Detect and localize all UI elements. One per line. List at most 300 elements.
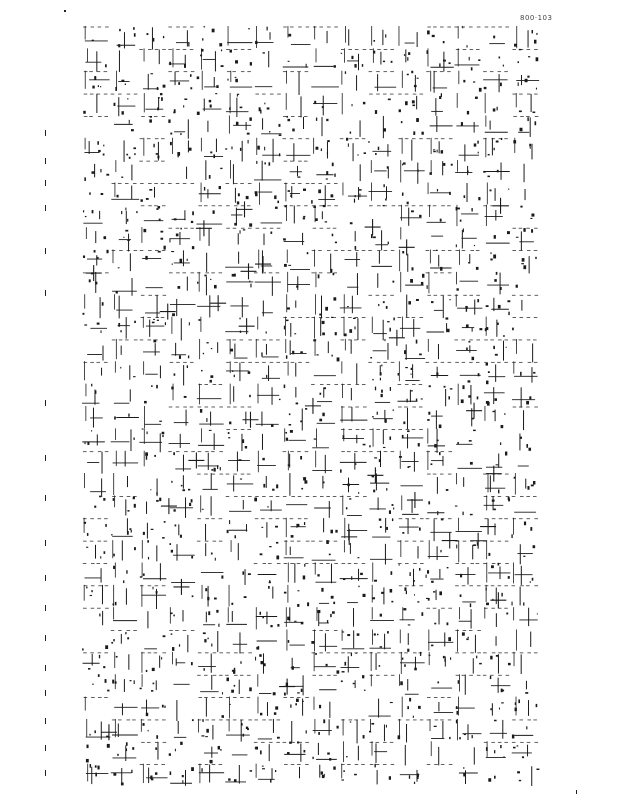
- glyph-fragment: [129, 120, 130, 124]
- glyph-fragment: [507, 231, 510, 234]
- glyph-fragment: [456, 711, 458, 715]
- glyph-fragment: [134, 680, 135, 684]
- glyph-fragment: [98, 674, 100, 677]
- glyph-fragment: [535, 121, 537, 125]
- glyph-fragment: [213, 210, 215, 213]
- glyph-fragment: [406, 399, 407, 403]
- glyph-fragment: [155, 772, 157, 775]
- glyph-fragment: [431, 645, 433, 647]
- glyph-fragment: [235, 535, 236, 538]
- glyph-fragment: [326, 540, 329, 544]
- glyph-fragment: [152, 322, 155, 324]
- glyph-fragment: [467, 111, 469, 115]
- glyph-fragment: [520, 437, 523, 439]
- glyph-fragment: [210, 151, 212, 153]
- glyph-fragment: [225, 148, 227, 149]
- glyph-fragment: [294, 621, 296, 622]
- glyph-fragment: [411, 267, 413, 270]
- glyph-fragment: [311, 200, 313, 204]
- glyph-fragment: [506, 347, 507, 348]
- glyph-fragment: [126, 570, 127, 573]
- glyph-fragment: [518, 61, 519, 63]
- glyph-fragment: [112, 603, 114, 605]
- glyph-fragment: [443, 41, 445, 43]
- glyph-fragment: [419, 568, 420, 571]
- glyph-fragment: [290, 195, 291, 197]
- glyph-fragment: [173, 615, 174, 617]
- glyph-fragment: [493, 346, 495, 349]
- glyph-fragment: [248, 573, 251, 575]
- margin-mark: [45, 770, 46, 776]
- glyph-fragment: [473, 81, 475, 82]
- glyph-fragment: [400, 681, 403, 685]
- glyph-fragment: [214, 598, 217, 600]
- glyph-fragment: [260, 713, 262, 716]
- glyph-fragment: [82, 313, 84, 315]
- glyph-fragment: [462, 632, 465, 635]
- glyph-fragment: [90, 764, 91, 768]
- glyph-fragment: [184, 396, 187, 398]
- glyph-fragment: [387, 166, 388, 169]
- glyph-fragment: [84, 324, 87, 325]
- glyph-fragment: [353, 318, 356, 319]
- glyph-fragment: [99, 655, 100, 658]
- glyph-fragment: [234, 779, 237, 782]
- glyph-fragment: [114, 103, 116, 106]
- glyph-fragment: [373, 490, 375, 493]
- glyph-fragment: [488, 553, 490, 556]
- glyph-fragment: [237, 95, 238, 97]
- glyph-fragment: [385, 419, 387, 423]
- glyph-fragment: [478, 59, 480, 61]
- glyph-fragment: [290, 704, 291, 707]
- glyph-fragment: [270, 625, 272, 627]
- glyph-fragment: [447, 567, 449, 568]
- glyph-fragment: [354, 326, 355, 329]
- glyph-fragment: [369, 445, 370, 447]
- margin-mark: [45, 690, 46, 696]
- glyph-fragment: [318, 189, 321, 193]
- glyph-fragment: [474, 245, 475, 246]
- glyph-fragment: [296, 524, 297, 528]
- glyph-fragment: [536, 769, 539, 770]
- glyph-fragment: [464, 195, 466, 198]
- glyph-fragment: [375, 153, 377, 155]
- glyph-fragment: [117, 754, 118, 756]
- glyph-fragment: [263, 484, 265, 488]
- glyph-fragment: [468, 637, 469, 638]
- glyph-fragment: [269, 546, 271, 547]
- glyph-fragment: [234, 685, 236, 687]
- glyph-fragment: [156, 735, 158, 739]
- glyph-fragment: [456, 706, 458, 709]
- glyph-fragment: [98, 85, 99, 87]
- glyph-fragment: [250, 62, 252, 65]
- glyph-fragment: [381, 394, 383, 397]
- glyph-fragment: [437, 681, 439, 683]
- glyph-fragment: [85, 216, 87, 217]
- glyph-fragment: [330, 269, 332, 273]
- glyph-fragment: [492, 499, 495, 501]
- glyph-fragment: [83, 111, 85, 114]
- glyph-fragment: [508, 663, 511, 665]
- glyph-fragment: [161, 97, 163, 101]
- glyph-fragment: [163, 36, 164, 38]
- glyph-fragment: [469, 440, 472, 442]
- glyph-fragment: [419, 528, 421, 531]
- glyph-fragment: [232, 370, 233, 372]
- glyph-fragment: [478, 152, 479, 154]
- glyph-fragment: [197, 282, 198, 284]
- glyph-fragment: [391, 61, 393, 63]
- glyph-fragment: [288, 265, 291, 266]
- glyph-fragment: [408, 624, 411, 625]
- glyph-fragment: [190, 74, 192, 77]
- glyph-fragment: [393, 318, 394, 321]
- glyph-fragment: [242, 439, 244, 443]
- glyph-fragment: [331, 596, 334, 599]
- glyph-fragment: [407, 649, 409, 652]
- glyph-fragment: [409, 698, 411, 702]
- glyph-fragment: [321, 771, 323, 774]
- margin-mark: [45, 665, 46, 671]
- glyph-fragment: [444, 659, 445, 662]
- glyph-fragment: [204, 26, 205, 27]
- glyph-fragment: [156, 385, 158, 388]
- glyph-fragment: [399, 456, 402, 458]
- glyph-fragment: [180, 259, 183, 263]
- glyph-fragment: [350, 132, 351, 134]
- glyph-fragment: [433, 151, 436, 152]
- glyph-fragment: [111, 534, 112, 535]
- glyph-fragment: [368, 141, 369, 143]
- glyph-fragment: [463, 773, 465, 776]
- glyph-fragment: [90, 595, 92, 596]
- glyph-fragment: [420, 652, 421, 656]
- glyph-fragment: [347, 634, 350, 636]
- glyph-fragment: [500, 287, 502, 290]
- glyph-fragment: [536, 33, 537, 35]
- glyph-fragment: [140, 688, 142, 690]
- glyph-fragment: [380, 372, 382, 375]
- glyph-fragment: [354, 774, 357, 775]
- glyph-fragment: [156, 153, 159, 155]
- glyph-fragment: [479, 663, 482, 664]
- glyph-fragment: [387, 321, 389, 322]
- glyph-fragment: [317, 574, 319, 576]
- glyph-fragment: [246, 196, 249, 199]
- glyph-fragment: [227, 79, 228, 81]
- glyph-fragment: [414, 594, 415, 595]
- glyph-fragment: [118, 323, 120, 327]
- glyph-fragment: [146, 713, 148, 716]
- glyph-fragment: [388, 242, 389, 244]
- glyph-fragment: [121, 211, 122, 214]
- glyph-fragment: [526, 401, 529, 405]
- glyph-fragment: [123, 237, 124, 238]
- glyph-fragment: [233, 670, 235, 674]
- glyph-fragment: [531, 214, 534, 217]
- glyph-fragment: [149, 189, 152, 191]
- glyph-fragment: [287, 752, 290, 754]
- glyph-fragment: [248, 140, 249, 144]
- glyph-fragment: [325, 307, 328, 311]
- glyph-fragment: [332, 611, 335, 613]
- glyph-fragment: [95, 765, 97, 767]
- glyph-fragment: [525, 79, 528, 82]
- glyph-fragment: [171, 251, 174, 252]
- glyph-fragment: [285, 432, 287, 434]
- glyph-fragment: [436, 250, 438, 251]
- glyph-fragment: [520, 206, 522, 208]
- glyph-fragment: [532, 578, 534, 581]
- glyph-fragment: [234, 375, 235, 377]
- glyph-fragment: [148, 557, 149, 560]
- glyph-fragment: [475, 97, 478, 99]
- glyph-fragment: [417, 169, 418, 172]
- glyph-fragment: [402, 251, 404, 253]
- glyph-fragment: [143, 573, 145, 575]
- glyph-fragment: [91, 384, 92, 387]
- glyph-fragment: [389, 776, 391, 780]
- glyph-fragment: [258, 646, 259, 650]
- glyph-fragment: [170, 771, 172, 775]
- glyph-fragment: [533, 545, 536, 548]
- glyph-fragment: [105, 64, 107, 67]
- glyph-fragment: [100, 556, 101, 558]
- glyph-fragment: [263, 52, 265, 53]
- glyph-fragment: [159, 421, 162, 422]
- glyph-fragment: [511, 602, 512, 606]
- glyph-fragment: [350, 222, 353, 224]
- glyph-fragment: [407, 202, 409, 205]
- glyph-fragment: [179, 355, 181, 359]
- glyph-fragment: [117, 195, 119, 198]
- glyph-fragment: [537, 613, 538, 614]
- glyph-fragment: [497, 323, 499, 325]
- glyph-fragment: [333, 297, 336, 300]
- glyph-fragment: [189, 322, 190, 325]
- glyph-fragment: [520, 372, 522, 376]
- glyph-fragment: [305, 408, 307, 410]
- glyph-fragment: [463, 80, 465, 83]
- glyph-fragment: [171, 387, 173, 390]
- glyph-fragment: [383, 128, 386, 131]
- glyph-fragment: [410, 279, 413, 283]
- glyph-fragment: [215, 93, 217, 94]
- glyph-fragment: [446, 317, 449, 319]
- glyph-fragment: [118, 267, 120, 268]
- glyph-fragment: [234, 223, 237, 226]
- glyph-fragment: [157, 107, 158, 110]
- glyph-fragment: [268, 586, 270, 589]
- glyph-fragment: [292, 351, 294, 354]
- glyph-fragment: [330, 530, 333, 534]
- glyph-fragment: [473, 430, 476, 431]
- margin-mark: [45, 495, 46, 501]
- glyph-fragment: [472, 735, 473, 738]
- glyph-fragment: [434, 726, 437, 727]
- glyph-fragment: [103, 154, 105, 156]
- glyph-fragment: [171, 550, 173, 553]
- glyph-fragment: [329, 758, 331, 761]
- glyph-fragment: [270, 779, 271, 782]
- glyph-fragment: [204, 639, 206, 642]
- glyph-fragment: [428, 412, 430, 415]
- glyph-fragment: [316, 118, 317, 121]
- glyph-fragment: [508, 189, 509, 190]
- glyph-fragment: [307, 252, 309, 254]
- glyph-fragment: [390, 387, 391, 391]
- glyph-fragment: [156, 208, 158, 210]
- glyph-fragment: [486, 747, 488, 751]
- glyph-fragment: [322, 775, 325, 778]
- glyph-fragment: [377, 634, 378, 635]
- glyph-fragment: [440, 219, 442, 222]
- glyph-fragment: [231, 690, 234, 693]
- glyph-fragment: [363, 444, 366, 446]
- glyph-fragment: [262, 458, 264, 460]
- glyph-fragment: [405, 367, 408, 368]
- glyph-fragment: [447, 329, 448, 332]
- glyph-fragment: [291, 535, 294, 538]
- glyph-fragment: [160, 231, 163, 233]
- glyph-fragment: [456, 244, 457, 247]
- glyph-fragment: [176, 233, 179, 236]
- glyph-fragment: [192, 246, 194, 249]
- glyph-fragment: [104, 551, 106, 554]
- glyph-fragment: [268, 506, 269, 508]
- glyph-fragment: [333, 766, 335, 769]
- glyph-fragment: [297, 692, 300, 693]
- glyph-fragment: [392, 504, 394, 506]
- glyph-fragment: [283, 238, 286, 240]
- glyph-fragment: [362, 675, 364, 678]
- glyph-fragment: [477, 299, 479, 302]
- glyph-fragment: [523, 228, 525, 232]
- glyph-fragment: [379, 665, 380, 667]
- glyph-fragment: [422, 274, 424, 278]
- glyph-fragment: [402, 164, 403, 166]
- glyph-fragment: [427, 285, 428, 289]
- glyph-fragment: [157, 87, 159, 90]
- glyph-fragment: [314, 438, 317, 439]
- glyph-fragment: [380, 614, 382, 617]
- glyph-fragment: [455, 506, 458, 507]
- glyph-fragment: [337, 357, 340, 361]
- glyph-fragment: [100, 86, 101, 87]
- glyph-fragment: [427, 570, 429, 573]
- glyph-fragment: [147, 431, 148, 434]
- glyph-fragment: [386, 488, 387, 491]
- glyph-fragment: [84, 177, 86, 181]
- glyph-fragment: [250, 770, 252, 772]
- glyph-fragment: [143, 532, 145, 535]
- glyph-fragment: [188, 43, 189, 46]
- glyph-fragment: [398, 735, 401, 739]
- glyph-fragment: [169, 62, 171, 65]
- glyph-fragment: [519, 110, 522, 112]
- glyph-fragment: [260, 661, 263, 664]
- glyph-fragment: [256, 161, 257, 164]
- glyph-fragment: [495, 354, 498, 356]
- glyph-fragment: [220, 467, 221, 470]
- glyph-fragment: [472, 357, 475, 360]
- glyph-fragment: [222, 692, 223, 694]
- glyph-fragment: [451, 164, 453, 166]
- glyph-fragment: [327, 752, 330, 754]
- glyph-fragment: [126, 748, 127, 751]
- glyph-fragment: [522, 756, 524, 758]
- glyph-fragment: [257, 146, 259, 150]
- glyph-fragment: [261, 527, 263, 528]
- glyph-fragment: [378, 304, 379, 306]
- glyph-fragment: [218, 746, 220, 750]
- glyph-fragment: [322, 413, 324, 417]
- glyph-fragment: [383, 447, 385, 448]
- glyph-fragment: [318, 732, 320, 735]
- glyph-fragment: [263, 663, 265, 666]
- glyph-fragment: [158, 97, 160, 98]
- glyph-fragment: [89, 734, 90, 736]
- glyph-fragment: [243, 229, 245, 230]
- glyph-fragment: [512, 328, 514, 331]
- glyph-fragment: [386, 725, 387, 728]
- glyph-fragment: [379, 459, 381, 462]
- glyph-fragment: [448, 396, 450, 399]
- glyph-fragment: [177, 286, 180, 289]
- glyph-fragment: [235, 77, 237, 78]
- glyph-fragment: [427, 419, 429, 421]
- glyph-fragment: [421, 398, 423, 399]
- glyph-fragment: [169, 239, 170, 243]
- glyph-fragment: [496, 141, 499, 143]
- glyph-fragment: [277, 624, 279, 627]
- glyph-fragment: [255, 191, 258, 194]
- glyph-fragment: [499, 708, 500, 710]
- glyph-fragment: [287, 617, 290, 621]
- glyph-fragment: [163, 246, 165, 250]
- glyph-fragment: [530, 527, 532, 531]
- glyph-fragment: [383, 205, 385, 206]
- glyph-fragment: [363, 594, 366, 597]
- glyph-fragment: [483, 171, 485, 173]
- glyph-fragment: [188, 355, 189, 358]
- glyph-fragment: [389, 436, 391, 439]
- glyph-fragment: [385, 198, 387, 200]
- glyph-fragment: [474, 143, 477, 146]
- glyph-fragment: [242, 571, 244, 574]
- glyph-fragment: [187, 365, 188, 368]
- glyph-fragment: [449, 62, 451, 64]
- glyph-fragment: [284, 264, 287, 267]
- glyph-fragment: [260, 750, 262, 754]
- glyph-fragment: [178, 82, 180, 85]
- glyph-fragment: [88, 668, 90, 670]
- glyph-fragment: [97, 323, 100, 325]
- glyph-fragment: [221, 49, 222, 51]
- glyph-fragment: [503, 65, 504, 67]
- glyph-fragment: [466, 348, 468, 351]
- glyph-fragment: [505, 452, 507, 456]
- glyph-fragment: [383, 184, 384, 187]
- glyph-fragment: [428, 501, 430, 504]
- glyph-fragment: [206, 418, 207, 422]
- glyph-fragment: [323, 205, 326, 207]
- glyph-fragment: [421, 132, 423, 135]
- glyph-fragment: [296, 699, 299, 702]
- glyph-fragment: [171, 633, 173, 634]
